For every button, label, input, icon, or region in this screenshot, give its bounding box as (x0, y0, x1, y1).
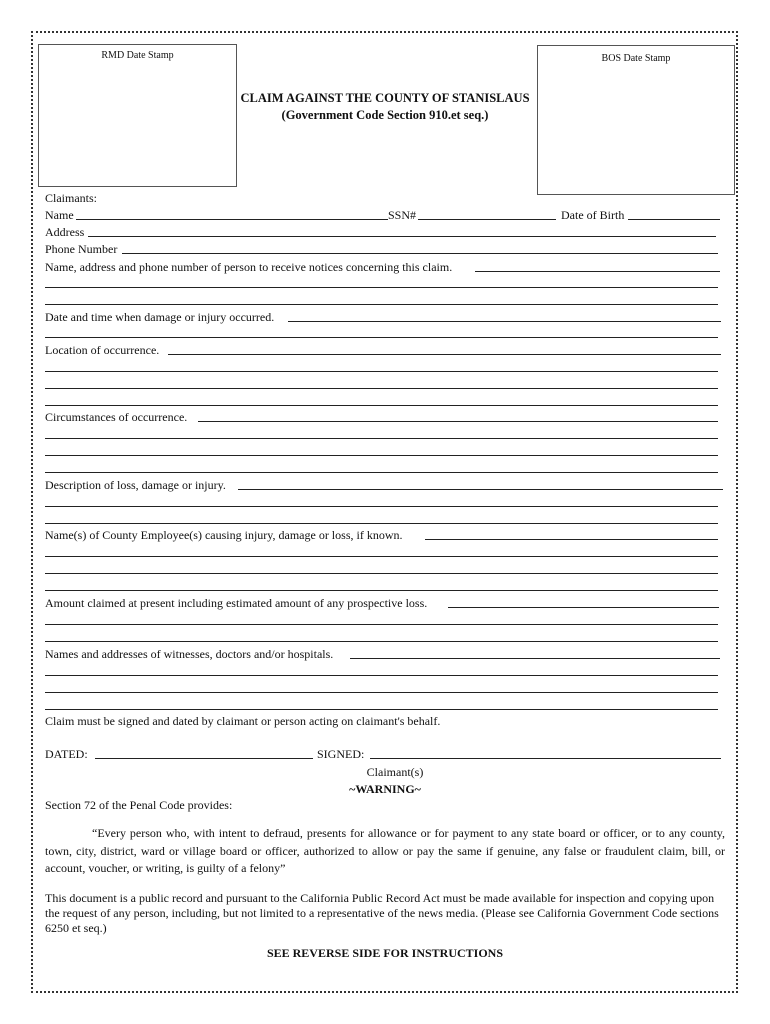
signed-label: SIGNED: (317, 747, 365, 761)
form-header (210, 90, 560, 124)
employees-line[interactable] (45, 556, 718, 557)
amount-line[interactable] (45, 624, 718, 625)
notice-label: Name, address and phone number of person to receive notices concerning this claim. (45, 260, 453, 274)
amount-line[interactable] (45, 641, 718, 642)
employees-label: Name(s) of County Employee(s) causing injury, damage or loss, if known. (45, 528, 403, 542)
form-subtitle: (Government Code Section 910.et seq.) (281, 108, 489, 122)
location-line[interactable] (45, 405, 718, 406)
dob-field[interactable] (628, 219, 720, 220)
datetime-line[interactable] (45, 337, 718, 338)
amount-field[interactable] (448, 607, 719, 608)
ssn-label: SSN# (388, 208, 417, 222)
address-label: Address (45, 225, 85, 239)
warning-heading: ~WARNING~ (349, 782, 421, 796)
dated-field[interactable] (95, 758, 313, 759)
description-line[interactable] (45, 523, 718, 524)
datetime-field[interactable] (288, 321, 721, 322)
location-field[interactable] (168, 354, 721, 355)
form-title: CLAIM AGAINST THE COUNTY OF STANISLAUS (240, 91, 530, 105)
dated-label: DATED: (45, 747, 88, 761)
dob-label: Date of Birth (561, 208, 625, 222)
amount-label: Amount claimed at present including estimated amount of any prospective loss. (45, 596, 428, 610)
employees-field[interactable] (425, 539, 718, 540)
witnesses-field[interactable] (350, 658, 720, 659)
description-label: Description of loss, damage or injury. (45, 478, 226, 492)
employees-line[interactable] (45, 573, 718, 574)
witnesses-line[interactable] (45, 692, 718, 693)
public-record-notice: This document is a public record and pursuant to the California Public Record Act must be made available for inspection and copying upon the request of any person, including, but not limited to a representative of the news media. (Please see California Government Code sections 6250 et seq.) (45, 891, 719, 935)
circumstances-line[interactable] (45, 438, 718, 439)
datetime-label: Date and time when damage or injury occurred. (45, 310, 275, 324)
description-line[interactable] (45, 506, 718, 507)
location-label: Location of occurrence. (45, 343, 160, 357)
address-field[interactable] (88, 236, 716, 237)
circumstances-label: Circumstances of occurrence. (45, 410, 188, 424)
bos-date-stamp-label: BOS Date Stamp (601, 53, 671, 64)
witnesses-line[interactable] (45, 675, 718, 676)
penal-code-quote: “Every person who, with intent to defraud, presents for allowance or for payment to any state board or officer, or to any county, town, city, district, ward or village board or officer, authorized to allow or pay the same if genuine, any false or fraudulent claim, bill, or account, voucher, or writing, is guilty of a felony” (45, 826, 725, 875)
circumstances-line[interactable] (45, 472, 718, 473)
witnesses-line[interactable] (45, 709, 718, 710)
name-field[interactable] (76, 219, 388, 220)
witnesses-label: Names and addresses of witnesses, doctors and/or hospitals. (45, 647, 334, 661)
location-line[interactable] (45, 371, 718, 372)
circumstances-line[interactable] (45, 455, 718, 456)
location-line[interactable] (45, 388, 718, 389)
bos-date-stamp-box (537, 45, 735, 195)
rmd-date-stamp-label: RMD Date Stamp (101, 50, 174, 61)
name-label: Name (45, 208, 74, 222)
employees-line[interactable] (45, 590, 718, 591)
signed-field[interactable] (370, 758, 721, 759)
rmd-date-stamp-box (38, 44, 237, 187)
claimant-caption: Claimant(s) (366, 765, 424, 779)
circumstances-field[interactable] (198, 421, 718, 422)
phone-field[interactable] (122, 253, 718, 254)
ssn-field[interactable] (418, 219, 556, 220)
notice-line[interactable] (45, 304, 718, 305)
claimants-heading: Claimants: (45, 191, 97, 205)
penal-code-reference: Section 72 of the Penal Code provides: (45, 798, 233, 812)
phone-label: Phone Number (45, 242, 118, 256)
notice-line[interactable] (45, 287, 718, 288)
description-field[interactable] (238, 489, 723, 490)
notice-field[interactable] (475, 271, 720, 272)
signature-instruction: Claim must be signed and dated by claimant or person acting on claimant's behalf. (45, 714, 441, 728)
reverse-side-instructions: SEE REVERSE SIDE FOR INSTRUCTIONS (266, 946, 504, 960)
